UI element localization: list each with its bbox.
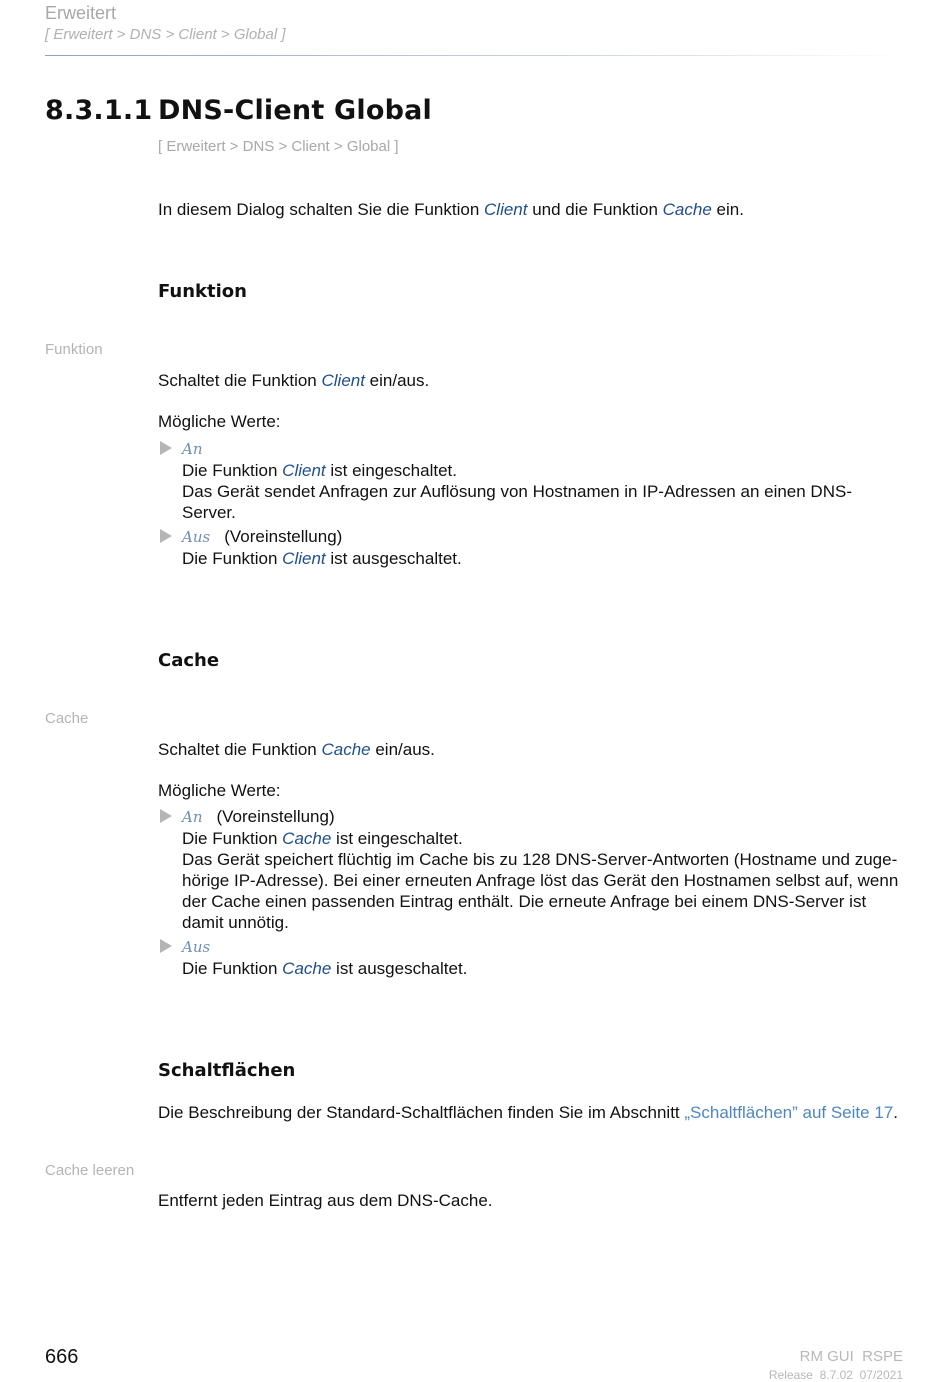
margin-label-funktion: Funktion (45, 341, 103, 358)
value-aus: Aus (182, 938, 211, 956)
funktion-description (158, 370, 429, 391)
bullet-triangle-icon (160, 939, 172, 953)
value-an: An (182, 440, 203, 458)
intro-text: In diesem Dialog schalten Sie die Funktion (158, 200, 485, 219)
desc-text: . (893, 1103, 898, 1122)
option-detail-line: damit unnötig. (182, 913, 289, 932)
keyword-client: Client (484, 200, 528, 219)
bullet-triangle-icon (160, 441, 172, 455)
intro-text: ein. (711, 200, 744, 219)
heading-funktion: Funktion (158, 281, 247, 302)
option-detail: Das Gerät sendet Anfragen zur Auflösung von Hostnamen in IP-Adressen an einen DNS-Server. (182, 482, 852, 522)
keyword-client: Client (282, 461, 326, 480)
running-header-breadcrumb: [ Erweitert > DNS > Client > Global ] (45, 26, 286, 43)
footer-document: RM GUI RSPE (799, 1348, 903, 1365)
option-cache-aus (158, 936, 908, 979)
option-text: Die Funktion (182, 549, 283, 568)
option-cache-an (158, 806, 908, 933)
cache-leeren-description: Entfernt jeden Eintrag aus dem DNS-Cache. (158, 1191, 493, 1210)
option-text: ist ausgeschaltet. (325, 549, 462, 568)
bullet-triangle-icon (160, 529, 172, 543)
option-detail-line: hörige IP-Adresse). Bei einer erneuten Anfrage löst das Gerät den Hostnamen selbst auf, wenn (182, 871, 899, 890)
keyword-cache: Cache (282, 829, 332, 848)
default-note: (Voreinstellung) (216, 807, 335, 826)
value-aus: Aus (182, 528, 211, 546)
option-text: Die Funktion (182, 461, 283, 480)
section-title (45, 95, 432, 126)
keyword-client: Client (321, 371, 365, 390)
heading-cache: Cache (158, 650, 220, 671)
keyword-cache: Cache (282, 959, 332, 978)
desc-text: ein/aus. (370, 740, 435, 759)
desc-text: Schaltet die Funktion (158, 371, 322, 390)
section-number: 8.3.1.1 (45, 95, 153, 126)
desc-text: ein/aus. (364, 371, 430, 390)
keyword-cache: Cache (321, 740, 371, 759)
desc-text: Die Beschreibung der Standard-Schaltflächen finden Sie im Abschnitt (158, 1103, 685, 1122)
keyword-client: Client (282, 549, 326, 568)
option-detail-line: der Cache einen passenden Eintrag enthält. Die erneute Anfrage bei einem DNS-Server ist (182, 892, 867, 911)
keyword-cache: Cache (662, 200, 712, 219)
default-note: (Voreinstellung) (224, 527, 343, 546)
running-header-title: Erweitert (45, 3, 117, 23)
footer-release: Release 8.7.02 07/2021 (768, 1368, 903, 1382)
funktion-values-label: Mögliche Werte: (158, 412, 281, 431)
margin-label-cache-leeren: Cache leeren (45, 1162, 135, 1179)
link-schaltflaechen-page[interactable]: „Schaltflächen” auf Seite 17 (684, 1103, 894, 1122)
option-funktion-an (158, 438, 908, 523)
bullet-triangle-icon (160, 809, 172, 823)
buttons-description (158, 1102, 898, 1123)
desc-text: Schaltet die Funktion (158, 740, 322, 759)
header-divider (45, 55, 905, 56)
heading-schaltflaechen: Schaltflächen (158, 1060, 296, 1081)
section-title-text: DNS-Client Global (158, 95, 432, 126)
intro-paragraph (158, 199, 744, 220)
section-breadcrumb: [ Erweitert > DNS > Client > Global ] (158, 138, 399, 155)
option-text: Die Funktion (182, 959, 283, 978)
option-text: ist eingeschaltet. (325, 461, 457, 480)
option-detail-line: Das Gerät speichert flüchtig im Cache bis zu 128 DNS-Server-Antworten (Hostname und zuge- (182, 850, 898, 869)
option-text: Die Funktion (182, 829, 283, 848)
intro-text: und die Funktion (527, 200, 663, 219)
value-an: An (182, 808, 203, 826)
option-text: ist eingeschaltet. (331, 829, 463, 848)
option-text: ist ausgeschaltet. (331, 959, 468, 978)
margin-label-cache: Cache (45, 710, 89, 727)
option-funktion-aus (158, 526, 908, 569)
cache-description (158, 739, 435, 760)
page-number: 666 (45, 1346, 79, 1368)
cache-values-label: Mögliche Werte: (158, 781, 281, 800)
